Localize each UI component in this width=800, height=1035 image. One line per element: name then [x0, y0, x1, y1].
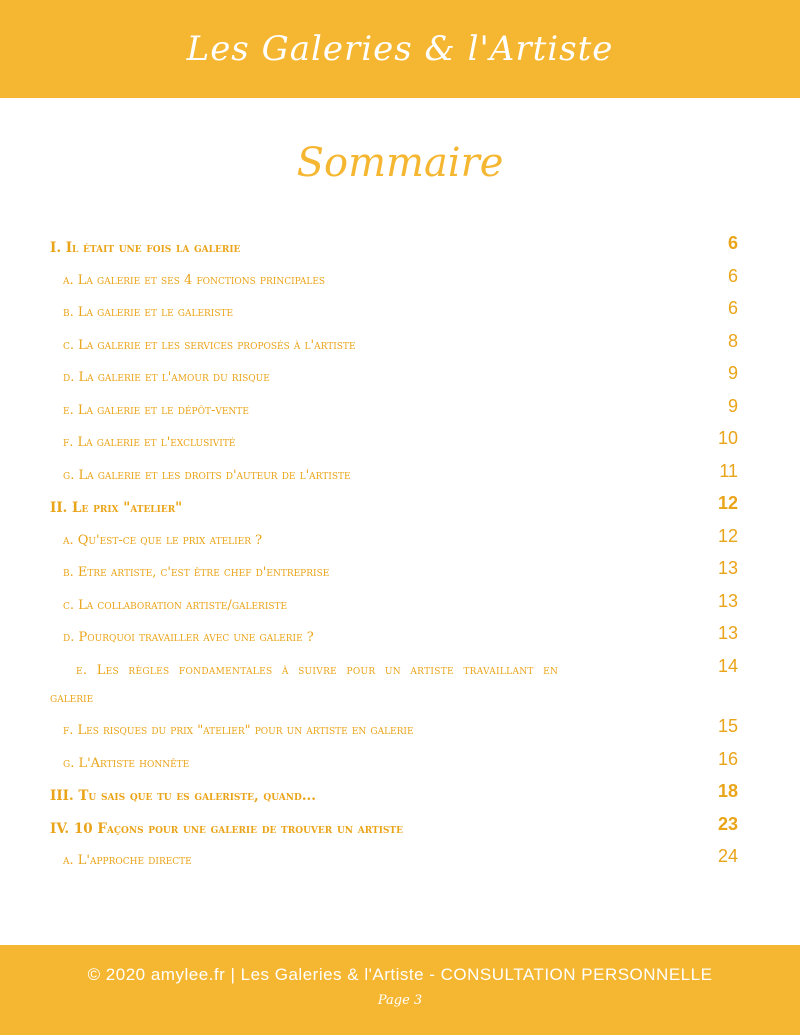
toc-entry[interactable] [0, 586, 800, 618]
toc-entry-page: 9 [727, 395, 738, 416]
toc-entry-label: e. Les règles fondamentales à suivre pour un artiste travaillant en [76, 662, 559, 678]
toc-entry-page: 12 [717, 493, 738, 513]
toc-entry[interactable] [0, 488, 800, 520]
toc-entry-page: 10 [717, 428, 738, 448]
toc-entry[interactable] [0, 326, 800, 358]
toc-entry-label: a. La galerie et ses 4 fonctions principales [63, 272, 326, 288]
toc-entry-page: 9 [727, 363, 738, 383]
toc-entry[interactable] [0, 711, 800, 743]
toc-entry-label: II. Le prix "atelier" [50, 500, 183, 516]
toc-entry[interactable] [0, 391, 800, 423]
toc-entry[interactable] [0, 776, 800, 808]
toc-entry-label: f. Les risques du prix "atelier" pour un artiste en galerie [63, 723, 414, 738]
toc-entry[interactable] [0, 553, 800, 585]
toc-entry-page: 6 [727, 233, 738, 253]
toc-entry-label: g. La galerie et les droits d'auteur de l'artiste [63, 467, 351, 483]
toc-entry-label: b. La galerie et le galeriste [63, 305, 234, 320]
toc-entry[interactable] [0, 228, 800, 260]
toc-entry-label: c. La galerie et les services proposés à l'artiste [63, 337, 356, 353]
toc-entry[interactable] [0, 423, 800, 455]
toc-entry-label: b. Etre artiste, c'est être chef d'entreprise [63, 565, 330, 580]
toc-entry[interactable] [0, 744, 800, 776]
toc-entry-label: III. Tu sais que tu es galeriste, quand... [50, 788, 316, 804]
toc-entry-page: 12 [717, 525, 738, 546]
toc-entry-page: 13 [717, 590, 738, 611]
page-header [0, 0, 800, 98]
toc-entry-page: 6 [727, 265, 738, 286]
toc-entry-page: 15 [717, 716, 738, 736]
toc-entry-label: f. La galerie et l'exclusivité [63, 435, 236, 450]
toc-entry-page: 6 [727, 298, 738, 318]
toc-entry-page: 18 [717, 781, 738, 801]
toc-entry-page: 23 [717, 813, 738, 834]
toc-entry-label: d. Pourquoi travailler avec une galerie ? [63, 630, 314, 645]
toc-entry[interactable] [0, 358, 800, 390]
toc-entry[interactable] [0, 841, 800, 873]
toc-entry[interactable] [0, 261, 800, 293]
toc-entry-label: I. Il était une fois la galerie [50, 240, 241, 256]
toc-entry[interactable] [0, 618, 800, 650]
toc-entry-label: a. Qu'est-ce que le prix atelier ? [63, 532, 263, 548]
toc-entry[interactable] [0, 809, 800, 841]
toc-entry-page: 24 [717, 846, 738, 866]
footer-page-number: Page 3 [377, 993, 423, 1008]
toc-entry-label: a. L'approche directe [63, 853, 192, 868]
toc-entry[interactable] [0, 456, 800, 488]
toc-entry[interactable] [0, 521, 800, 553]
toc-entry-page: 8 [727, 330, 738, 351]
toc-entry-page: 16 [717, 748, 738, 769]
toc-entry[interactable] [0, 651, 800, 683]
toc-entry-label: c. La collaboration artiste/galeriste [63, 597, 288, 613]
toc-entry-label: e. La galerie et le dépôt-vente [63, 402, 249, 418]
page-footer [0, 945, 800, 1035]
toc-entry-page: 11 [719, 460, 738, 481]
footer-copyright: © 2020 amylee.fr | Les Galeries & l'Artiste - CONSULTATION PERSONNELLE [87, 965, 713, 984]
toc-entry-label: g. L'Artiste honnête [63, 755, 190, 771]
toc-entry-page: 13 [717, 623, 738, 643]
toc-entry-page: 13 [717, 558, 738, 578]
page-title: Sommaire [296, 140, 504, 186]
toc-entry-label-continuation: galerie [50, 690, 94, 706]
toc-entry[interactable] [0, 293, 800, 325]
header-title: Les Galeries & l'Artiste [186, 29, 614, 69]
toc-entry-page: 14 [717, 655, 738, 676]
toc-entry-label: IV. 10 Façons pour une galerie de trouver un artiste [50, 820, 403, 837]
toc-entry-label: d. La galerie et l'amour du risque [63, 370, 270, 385]
